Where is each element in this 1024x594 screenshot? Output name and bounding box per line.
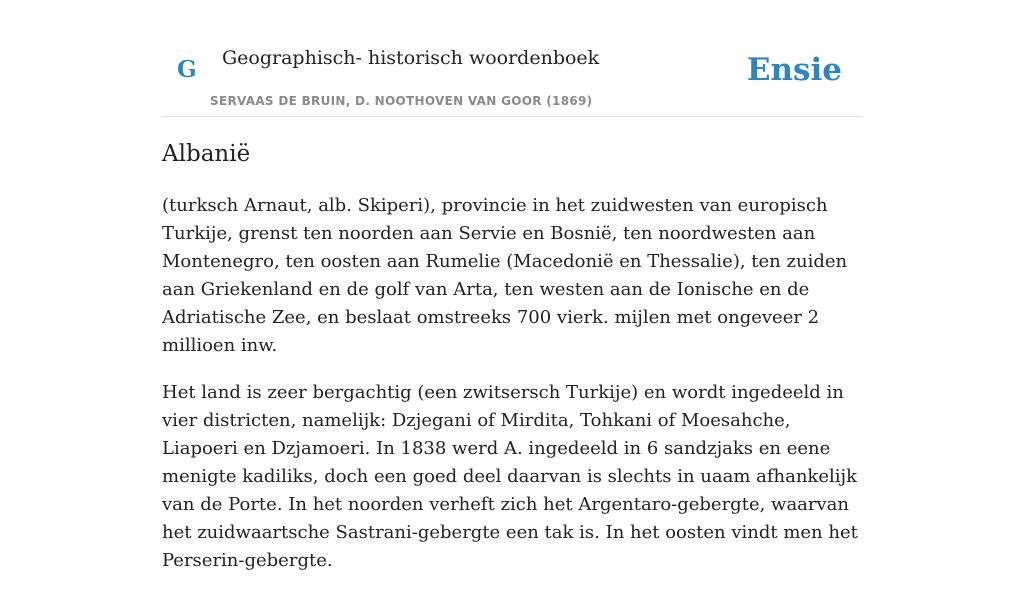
- entry-paragraph: Het land is zeer bergachtig (een zwitsersch Turkije) en wordt ingedeeld in vier districten, namelijk: Dzjegani of Mirdita, Tohkani of Moesahche, Liapoeri en Dzjamoeri. In 1838 werd A. ingedeeld in 6 sandzjaks en eene menigte kadiliks, doch een goed deel daarvan is slechts in uaam afhankelijk van de Porte. In het noorden verheft zich het Argentaro-gebergte, waarvan het zuidwaartsche Sastrani-gebergte een tak is. In het oosten vindt men het Perserin-gebergte.: [162, 382, 858, 571]
- entry-paragraph: (turksch Arnaut, alb. Skiperi), provincie in het zuidwesten van europisch Turkije, grenst ten noorden aan Servie en Bosnië, ten noordwesten aan Montenegro, ten oosten aan Rumelie (Macedonië en Thessalie), ten zuiden aan Griekenland en de golf van Arta, ten westen aan de Ionische en de Adriatische Zee, en beslaat omstreeks 700 vierk. mijlen met ongeveer 2 millioen inw.: [162, 195, 848, 356]
- entry-title: Albanië: [162, 141, 251, 167]
- entry-body: [162, 192, 862, 594]
- ensie-brand-logo[interactable]: Ensie: [746, 52, 842, 88]
- book-authors: SERVAAS DE BRUIN, D. NOOTHOVEN VAN GOOR (1869): [210, 94, 593, 108]
- dictionary-logo-link[interactable]: G: [177, 56, 197, 83]
- book-title-link[interactable]: Geographisch- historisch woordenboek: [222, 47, 600, 69]
- site-header: [162, 0, 862, 117]
